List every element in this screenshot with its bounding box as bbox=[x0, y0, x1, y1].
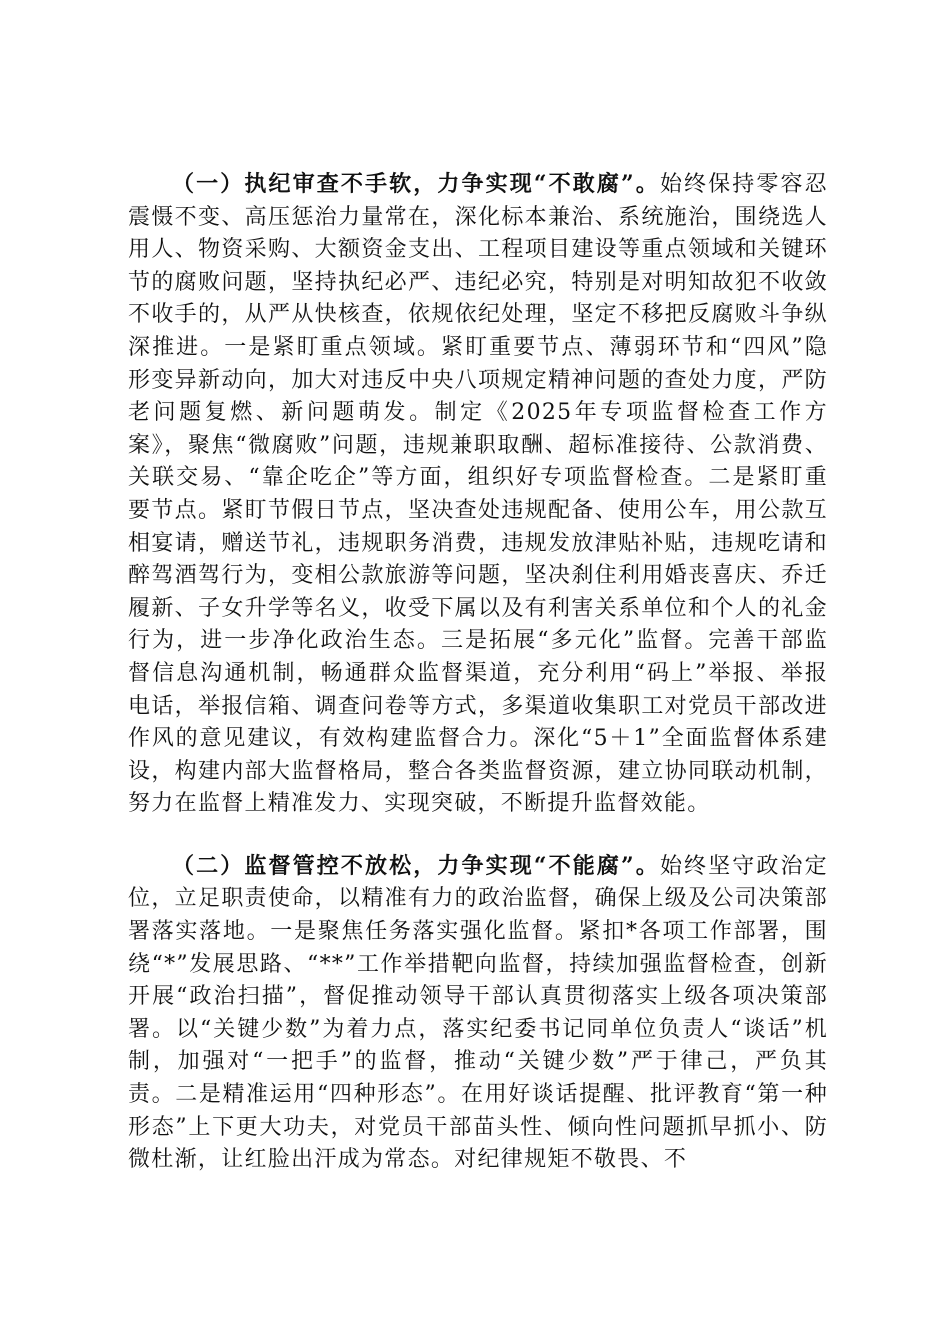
section-1-paragraph bbox=[128, 168, 828, 821]
section-2-heading: （二）监督管控不放松，力争实现“不能腐”。 bbox=[172, 852, 660, 879]
section-1-heading: （一）执纪审查不手软，力争实现“不敢腐”。 bbox=[172, 171, 660, 197]
section-2-paragraph bbox=[128, 850, 828, 1177]
section-2-body: 始终坚守政治定位，立足职责使命，以精准有力的政治监督，确保上级及公司决策部署落实落地。一是聚焦任务落实强化监督。紧扣*各项工作部署，围绕“*”发展思路、“**”工作举措靶向监督，持续加强监督检查，创新开展“政治扫描”，督促推动领导干部认真贯彻落实上级各项决策部署。以“关键少数”为着力点，落实纪委书记同单位负责人“谈话”机制，加强对“一把手”的监督，推动“关键少数”严于律己，严负其责。二是精准运用“四种形态”。在用好谈话提醒、批评教育“第一种形态”上下更大功夫，对党员干部苗头性、倾向性问题抓早抓小、防微杜渐，让红脸出汗成为常态。对纪律规矩不敬畏、不 bbox=[128, 853, 828, 1173]
section-1-body: 始终保持零容忍震慑不变、高压惩治力量常在，深化标本兼治、系统施治，围绕选人用人、物资采购、大额资金支出、工程项目建设等重点领域和关键环节的腐败问题，坚持执纪必严、违纪必究，特别是对明知故犯不收敛不收手的，从严从快核查，依规依纪处理，坚定不移把反腐败斗争纵深推进。一是紧盯重点领域。紧盯重要节点、薄弱环节和“四风”隐形变异新动向，加大对违反中央八项规定精神问题的查处力度，严防老问题复燃、新问题萌发。制定《2025年专项监督检查工作方案》，聚焦“微腐败”问题，违规兼职取酬、超标准接待、公款消费、关联交易、“靠企吃企”等方面，组织好专项监督检查。二是紧盯重要节点。紧盯节假日节点，坚决查处违规配备、使用公车，用公款互相宴请，赠送节礼，违规职务消费，违规发放津贴补贴，违规吃请和醉驾酒驾行为，变相公款旅游等问题，坚决刹住利用婚丧喜庆、乔迁履新、子女升学等名义，收受下属以及有利害关系单位和个人的礼金行为，进一步净化政治生态。三是拓展“多元化”监督。完善干部监督信息沟通机制，畅通群众监督渠道，充分利用“码上”举报、举报电话，举报信箱、调查问卷等方式，多渠道收集职工对党员干部改进作风的意见建议，有效构建监督合力。深化“5＋1”全面监督体系建设，构建内部大监督格局，整合各类监督资源，建立协同联动机制，努力在监督上精准发力、实现突破，不断提升监督效能。 bbox=[128, 172, 828, 817]
document-body bbox=[128, 168, 828, 1177]
